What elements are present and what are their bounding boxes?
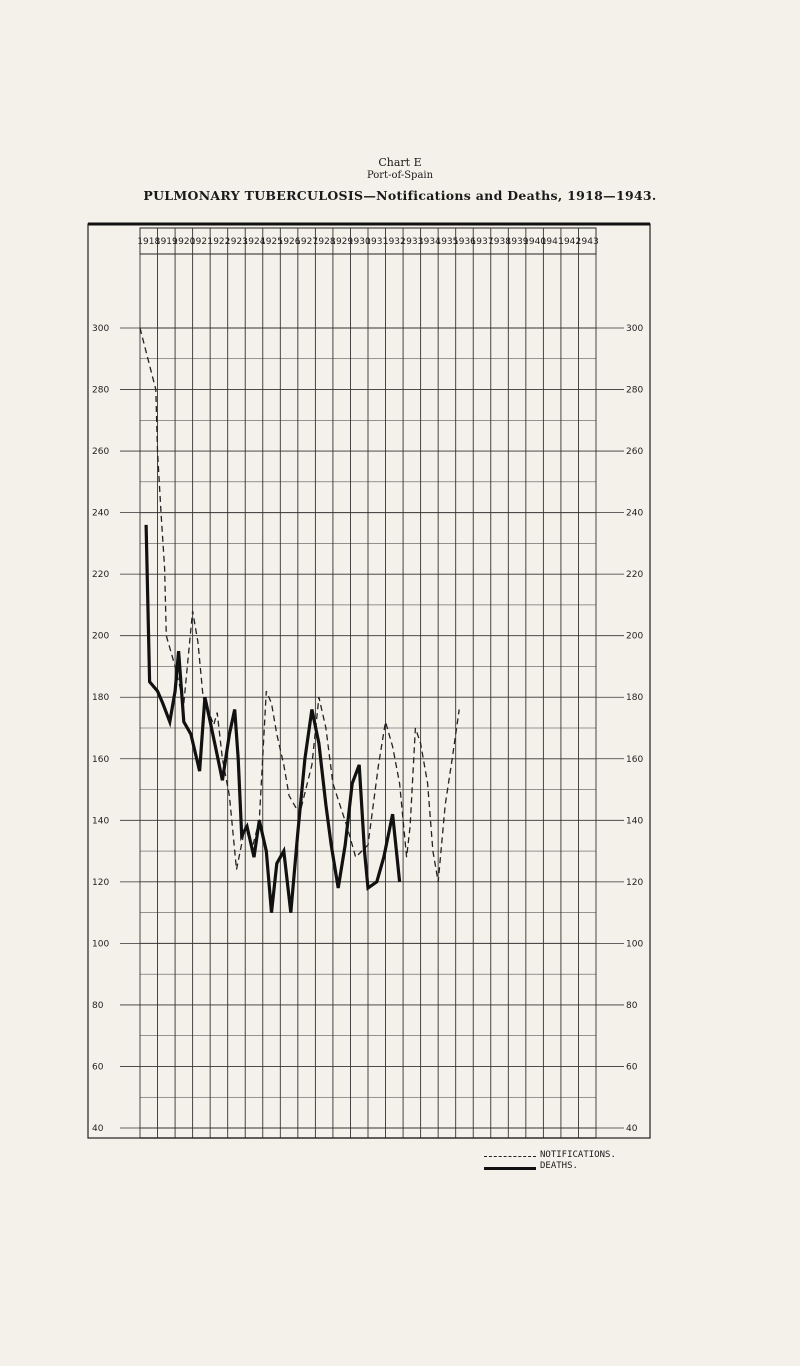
x-tick-label: 1936: [453, 237, 476, 247]
y-tick-label-left: 200: [92, 631, 110, 642]
x-tick-label: 1941: [540, 237, 564, 247]
y-tick-label-right: 100: [626, 939, 644, 950]
x-tick-label: 1933: [400, 237, 424, 247]
legend-notifications-label: NOTIFICATIONS.: [540, 1150, 616, 1160]
x-tick-label: 1939: [505, 237, 529, 247]
x-tick-label: 1919: [154, 237, 178, 247]
y-tick-label-right: 180: [626, 693, 644, 704]
y-tick-label-left: 100: [92, 939, 110, 950]
x-tick-label: 1934: [417, 237, 441, 247]
y-tick-label-right: 240: [626, 508, 644, 519]
y-tick-label-left: 220: [92, 570, 110, 581]
y-tick-label-left: 240: [92, 508, 110, 519]
x-tick-label: 1932: [382, 237, 406, 247]
y-tick-label-left: 300: [92, 324, 110, 334]
y-tick-label-right: 80: [626, 1000, 638, 1011]
x-tick-label: 1924: [242, 237, 266, 247]
y-tick-label-left: 60: [92, 1062, 104, 1073]
y-tick-label-left: 80: [92, 1000, 104, 1011]
y-tick-label-left: 40: [92, 1124, 104, 1134]
chart-title: PULMONARY TUBERCULOSIS—Notifications and Deaths, 1918—1943.: [143, 188, 657, 203]
deaths-series-line: [146, 525, 400, 913]
y-tick-label-right: 260: [626, 447, 644, 458]
y-tick-label-right: 40: [626, 1124, 638, 1134]
x-tick-label: 1928: [312, 237, 336, 247]
x-tick-label: 1942: [558, 237, 582, 247]
y-tick-label-left: 160: [92, 754, 110, 765]
legend-deaths-label: DEATHS.: [540, 1161, 578, 1171]
y-tick-label-left: 180: [92, 693, 110, 704]
y-tick-label-right: 280: [626, 385, 644, 396]
x-tick-label: 1930: [347, 237, 371, 247]
x-tick-label: 1925: [260, 237, 283, 247]
y-tick-label-right: 160: [626, 754, 644, 765]
y-tick-label-right: 220: [626, 570, 644, 581]
y-tick-label-right: 120: [626, 877, 644, 888]
y-tick-label-left: 280: [92, 385, 110, 396]
x-tick-label: 1943: [575, 237, 599, 247]
legend-deaths-swatch: [484, 1167, 536, 1170]
chart-location: Port-of-Spain: [366, 170, 434, 181]
x-tick-label: 1938: [488, 237, 511, 247]
x-tick-label: 1921: [189, 237, 213, 247]
y-tick-label-right: 140: [626, 816, 644, 827]
x-tick-label: 1923: [225, 237, 248, 247]
chart-label: Chart E: [378, 156, 422, 169]
y-tick-label-left: 120: [92, 877, 110, 888]
x-tick-label: 1931: [365, 237, 389, 247]
legend-notifications-swatch: [484, 1156, 536, 1157]
x-tick-label: 1918: [137, 237, 161, 247]
x-tick-label: 1920: [172, 237, 196, 247]
x-tick-label: 1927: [295, 237, 319, 247]
x-tick-label: 1922: [207, 237, 231, 247]
y-tick-label-right: 300: [626, 324, 644, 334]
x-tick-label: 1929: [330, 237, 354, 247]
y-tick-label-left: 260: [92, 447, 110, 458]
x-tick-label: 1940: [523, 237, 547, 247]
x-tick-label: 1937: [470, 237, 494, 247]
chart-outer-frame: [88, 224, 650, 1138]
x-tick-label: 1935: [435, 237, 459, 247]
x-tick-label: 1926: [277, 237, 301, 247]
y-tick-label-left: 140: [92, 816, 110, 827]
y-tick-label-right: 200: [626, 631, 644, 642]
y-tick-label-right: 60: [626, 1062, 638, 1073]
